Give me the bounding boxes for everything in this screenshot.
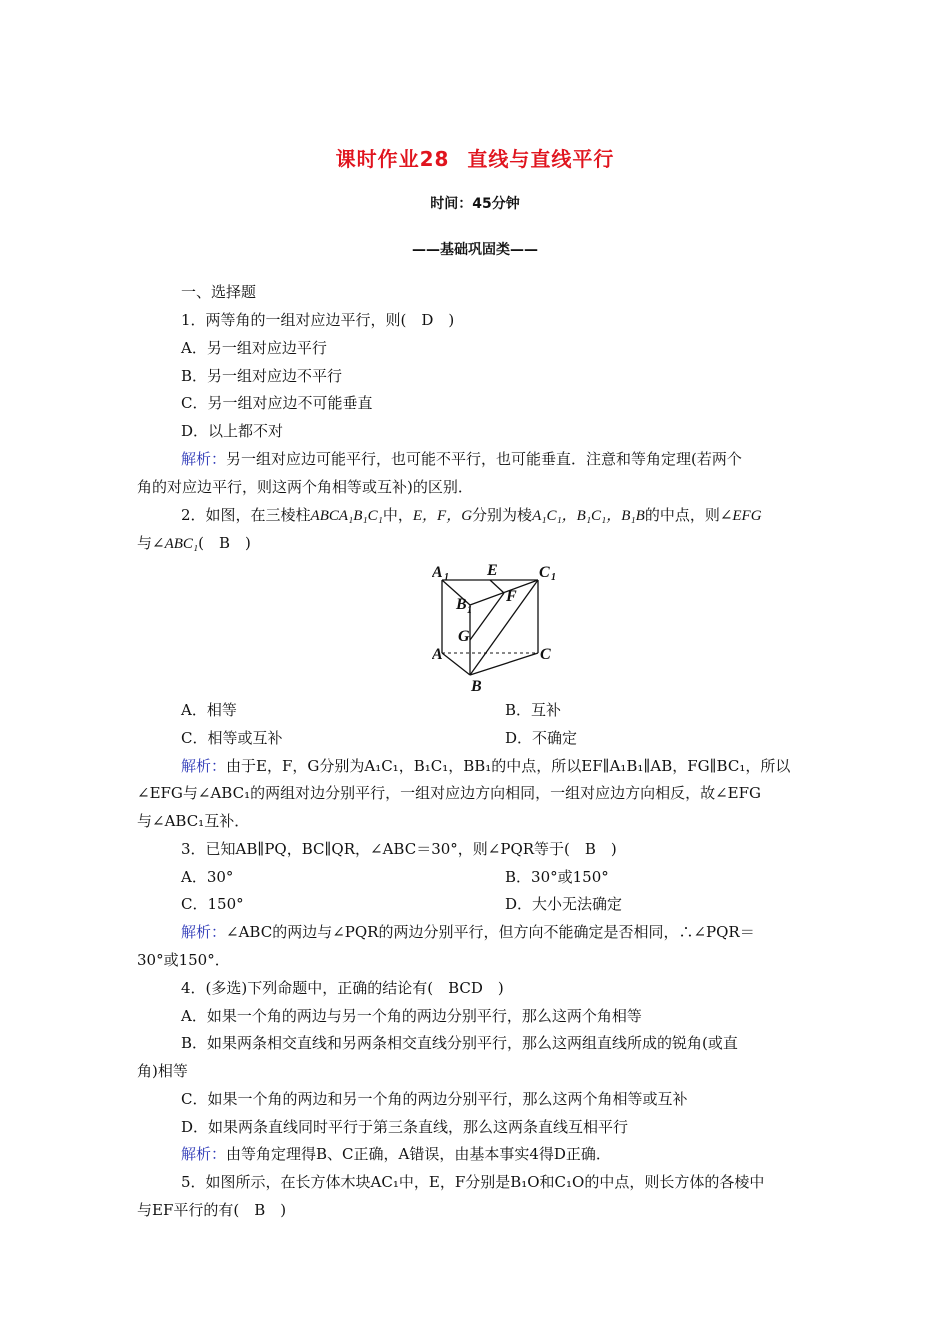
label-G: G [458, 628, 470, 645]
q2-prism-name: ABCA₁B₁C₁ [310, 508, 383, 524]
q2-stem-line2 [137, 533, 251, 554]
q2-option-b: B．互补 [505, 701, 562, 719]
q4-explanation [181, 1144, 611, 1164]
label-A1-sub: 1 [444, 572, 449, 583]
q2-option-d: D．不确定 [505, 729, 578, 747]
page-title [0, 143, 950, 172]
title-lesson: 课时作业28 [335, 147, 450, 171]
q2-explanation [181, 756, 790, 776]
q2-stem-line1 [181, 505, 762, 526]
q3-explanation-line1: ∠ABC的两边与∠PQR的两边分别平行，但方向不能确定是否相同，∴∠PQR＝ [226, 923, 755, 941]
q2-answer: ( B ) [198, 534, 251, 552]
q2-option-c: C．相等或互补 [181, 729, 283, 747]
q5-stem-line2: 与EF平行的有( B ) [137, 1201, 287, 1219]
q1-explanation [181, 449, 742, 469]
q4-option-d: D．如果两条直线同时平行于第三条直线，那么这两条直线互相平行 [181, 1118, 629, 1136]
q4-option-c: C．如果一个角的两边和另一个角的两边分别平行，那么这两个角相等或互补 [181, 1090, 688, 1108]
q3-option-d: D．大小无法确定 [505, 895, 623, 913]
q2-explanation-line1: 由于E，F，G分别为A₁C₁，B₁C₁，BB₁的中点，所以EF∥A₁B₁∥AB，FG∥BC₁，所以 [226, 757, 791, 775]
label-E: E [487, 563, 498, 579]
explanation-label: 解析： [181, 450, 227, 468]
label-C1: C [539, 564, 550, 581]
q1-stem: 1．两等角的一组对应边平行，则( D ) [181, 311, 455, 329]
label-F: F [506, 588, 517, 605]
q1-option-b: B．另一组对应边不平行 [181, 367, 343, 385]
q2-option-a: A．相等 [181, 701, 237, 719]
q4-option-b: B．如果两条相交直线和另两条相交直线分别平行，那么这两组直线所成的锐角(或直 [181, 1034, 738, 1052]
q1-explanation-line2: 角的对应边平行，则这两个角相等或互补)的区别． [137, 478, 473, 496]
q4-stem: 4．(多选)下列命题中，正确的结论有( BCD ) [181, 979, 504, 997]
q1-option-c: C．另一组对应边不可能垂直 [181, 394, 373, 412]
q1-option-d: D．以上都不对 [181, 422, 284, 440]
section-heading: ——基础巩固类—— [412, 242, 538, 258]
q3-explanation-line2: 30°或150°． [137, 951, 230, 969]
q3-option-a: A．30° [181, 868, 234, 886]
q1-option-a: A．另一组对应边平行 [181, 339, 327, 357]
q2-stem-part: 分别为棱 [472, 506, 533, 524]
label-A1: A [432, 564, 443, 581]
label-B: B [471, 678, 482, 695]
title-topic: 直线与直线平行 [467, 147, 615, 171]
label-C: C [540, 646, 551, 663]
time-limit: 时间：45分钟 [430, 196, 520, 212]
q2-stem-part: 中， [382, 506, 413, 524]
q2-angle2: ABC₁ [164, 536, 199, 552]
q3-stem: 3．已知AB∥PQ，BC∥QR，∠ABC＝30°，则∠PQR等于( B ) [181, 840, 617, 858]
explanation-label: 解析： [181, 923, 227, 941]
part-heading: 一、选择题 [181, 283, 257, 301]
q4-option-a: A．如果一个角的两边与另一个角的两边分别平行，那么这两个角相等 [181, 1007, 642, 1025]
q2-points: E，F，G [412, 508, 473, 524]
label-A: A [432, 646, 443, 663]
q3-option-c: C．150° [181, 895, 244, 913]
q2-stem-part: 2．如图，在三棱柱 [181, 506, 311, 524]
q2-edges: A₁C₁，B₁C₁，B₁B [532, 508, 645, 524]
q2-stem-part: 的中点，则∠ [644, 506, 733, 524]
label-C1-sub: 1 [551, 572, 556, 583]
prism-figure [432, 563, 564, 697]
q3-option-b: B．30°或150° [505, 868, 609, 886]
q2-stem-part: 与∠ [137, 534, 165, 552]
q3-explanation [181, 922, 755, 942]
label-B1: B [456, 596, 467, 613]
q5-stem-line1: 5．如图所示，在长方体木块AC₁中，E，F分别是B₁O和C₁O的中点，则长方体的各棱中 [181, 1173, 765, 1191]
q2-explanation-line3: 与∠ABC₁互补． [137, 812, 250, 830]
q4-option-b-line2: 角)相等 [137, 1062, 188, 1080]
explanation-label: 解析： [181, 757, 227, 775]
label-B1-sub: 1 [467, 605, 472, 616]
q2-explanation-line2: ∠EFG与∠ABC₁的两组对边分别平行，一组对应边方向相同，一组对应边方向相反，故∠EFG [137, 784, 762, 802]
q4-explanation-line1: 由等角定理得B、C正确，A错误，由基本事实4得D正确． [226, 1145, 611, 1163]
q1-explanation-line1: 另一组对应边可能平行，也可能不平行，也可能垂直．注意和等角定理(若两个 [226, 450, 742, 468]
q2-angle: EFG [732, 508, 762, 524]
explanation-label: 解析： [181, 1145, 227, 1163]
